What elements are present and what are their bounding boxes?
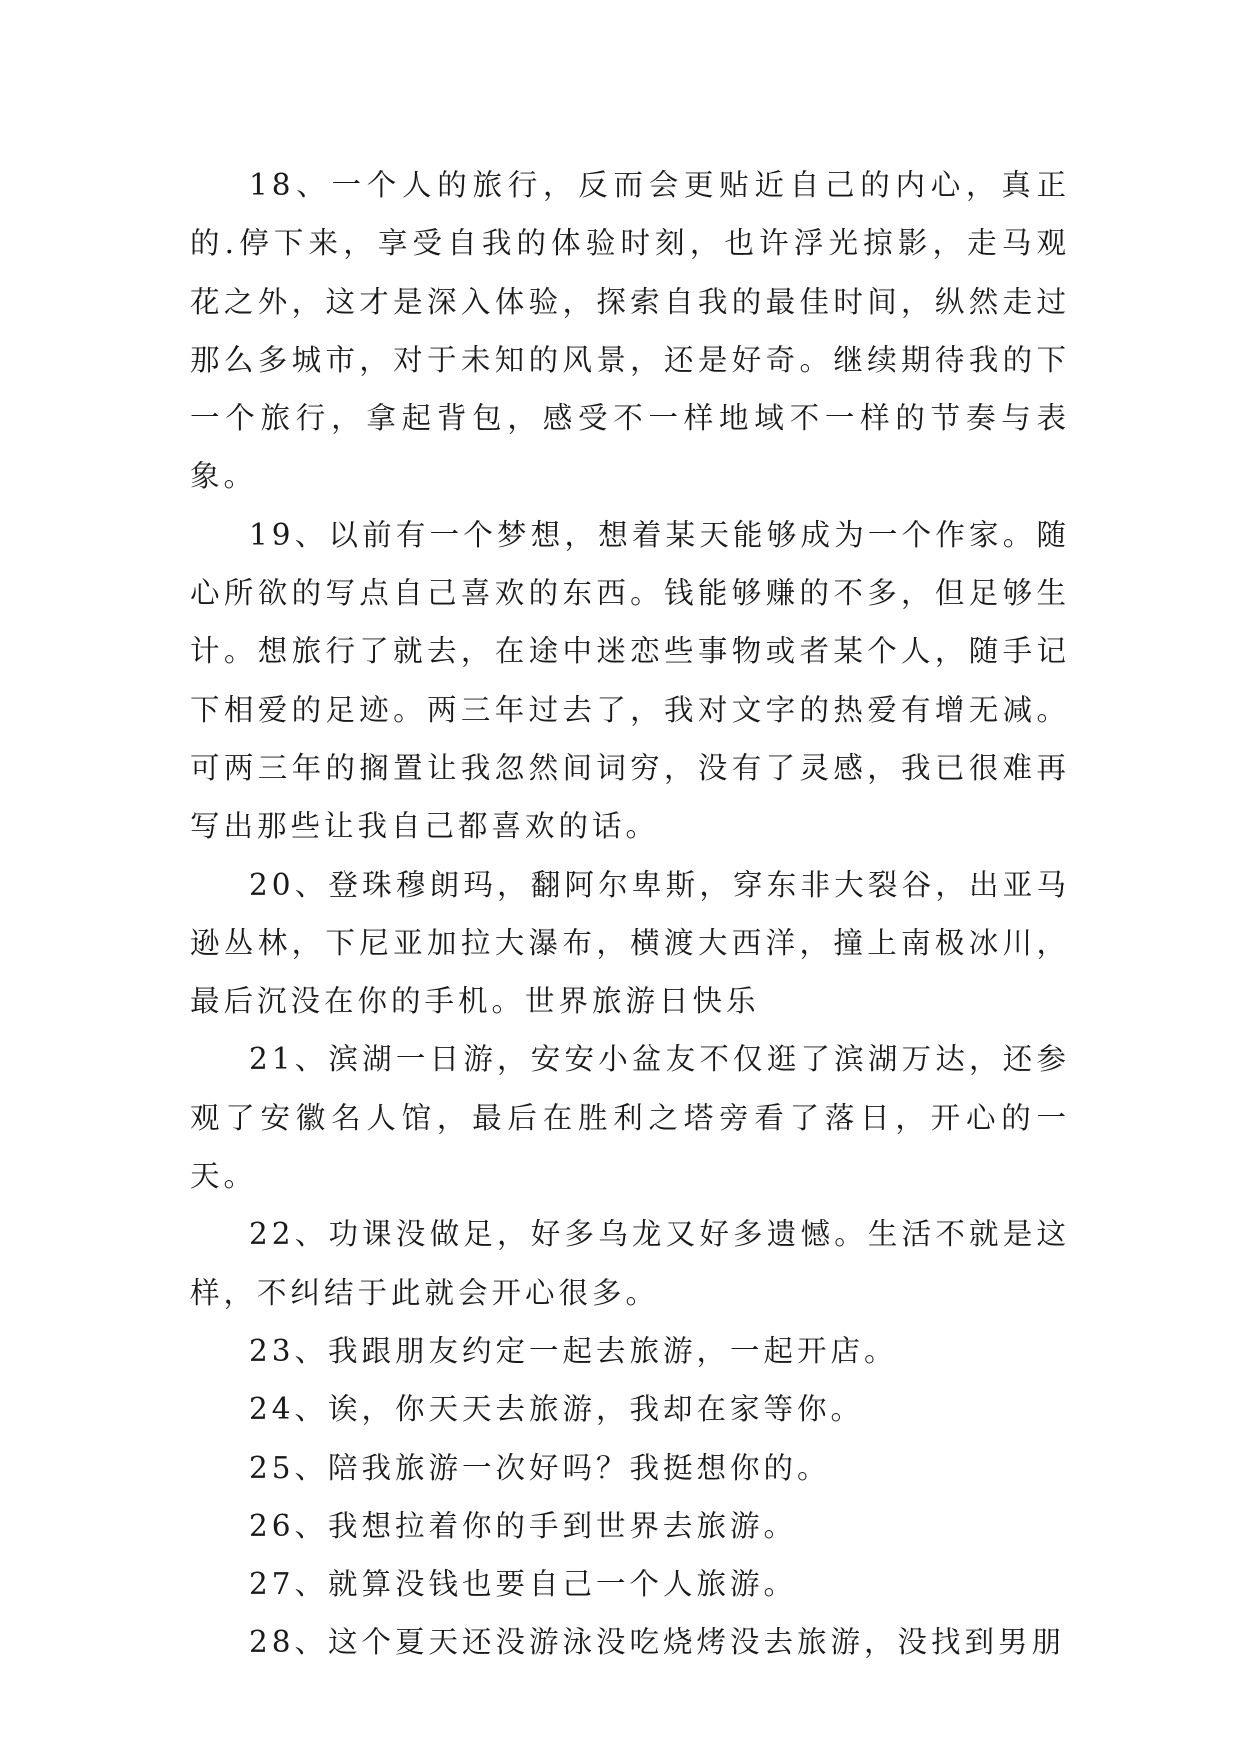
paragraph-26: 26、我想拉着你的手到世界去旅游。 xyxy=(249,1508,798,1543)
paragraph-21: 21、滨湖一日游，安安小盆友不仅逛了滨湖万达，还参观了安徽名人馆，最后在胜利之塔旁看了落日，开心的一天。 xyxy=(190,1042,1070,1194)
paragraph-27: 27、就算没钱也要自己一个人旅游。 xyxy=(249,1567,798,1602)
paragraph-25: 25、陪我旅游一次好吗？我挺想你的。 xyxy=(249,1450,831,1485)
document-body xyxy=(190,156,1070,1672)
paragraph-22: 22、功课没做足，好多乌龙又好多遗憾。生活不就是这样，不纠结于此就会开心很多。 xyxy=(190,1217,1070,1310)
paragraph-23: 23、我跟朋友约定一起去旅游，一起开店。 xyxy=(249,1333,898,1368)
paragraph-24: 24、诶，你天天去旅游，我却在家等你。 xyxy=(249,1392,865,1427)
paragraph-20: 20、登珠穆朗玛，翻阿尔卑斯，穿东非大裂谷，出亚马逊丛林，下尼亚加拉大瀑布，横渡大西洋，撞上南极冰川，最后沉没在你的手机。世界旅游日快乐 xyxy=(190,867,1070,1019)
paragraph-19: 19、以前有一个梦想，想着某天能够成为一个作家。随心所欲的写点自己喜欢的东西。钱能够赚的不多，但足够生计。想旅行了就去，在途中迷恋些事物或者某个人，随手记下相爱的足迹。两三年过去了，我对文字的热爱有增无减。可两三年的搁置让我忽然间词穷，没有了灵感，我已很难再写出那些让我自己都喜欢的话。 xyxy=(190,517,1070,844)
paragraph-18: 18、一个人的旅行，反而会更贴近自己的内心，真正的.停下来，享受自我的体验时刻，也许浮光掠影，走马观花之外，这才是深入体验，探索自我的最佳时间，纵然走过那么多城市，对于未知的风景，还是好奇。继续期待我的下一个旅行，拿起背包，感受不一样地域不一样的节奏与表象。 xyxy=(190,168,1070,494)
paragraph-28: 28、这个夏天还没游泳没吃烧烤没去旅游，没找到男朋 xyxy=(249,1625,1066,1660)
